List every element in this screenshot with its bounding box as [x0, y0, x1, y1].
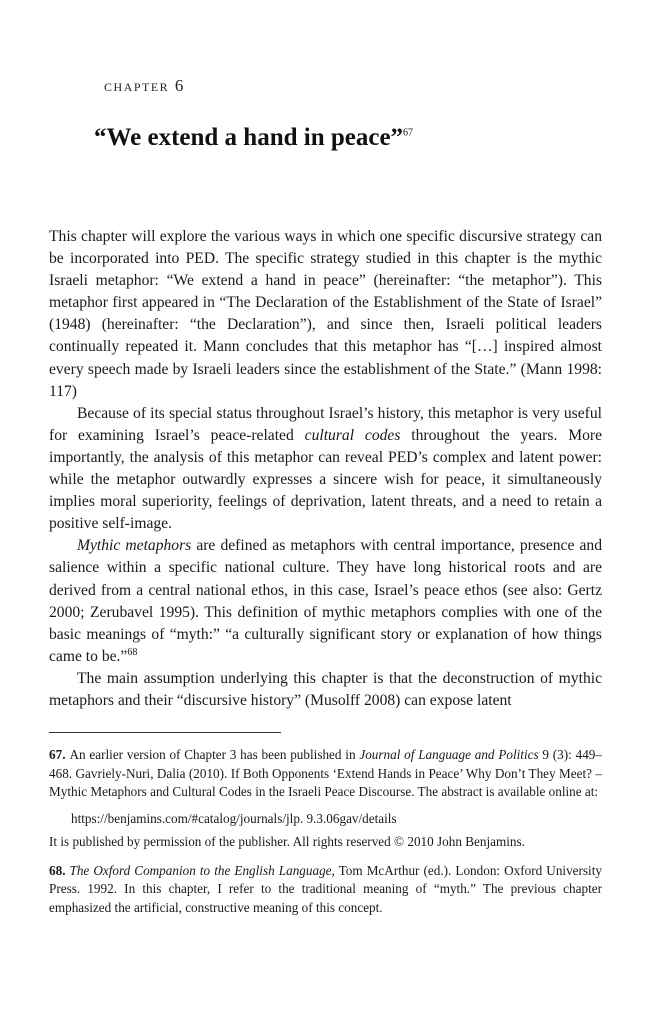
footnote-67-journal: Journal of Language and Politics — [359, 747, 539, 762]
paragraph-1: This chapter will explore the various ways in which one specific discursive strategy can be incorporated into PED. The specific strategy studied in this chapter is the mythic Israeli metaphor: “We extend a hand in peace” (hereinafter: “the metaphor”). This metaphor first appeared in “The Declaration of the Establishment of the State of Israel” (1948) (hereinafter: “the Declaration”), and since then, Israeli political leaders continually repeated it. Mann concludes that this metaphor has “[…] inspired almost every speech made by Israeli leaders since the establishment of the State.” (Mann 1998: 117) — [49, 228, 602, 400]
footnote-68-number: 68. — [49, 862, 66, 878]
footnote-67 — [49, 746, 602, 802]
paragraph-3-text: are defined as metaphors with central importance, presence and salience within a specific national culture. They have long historical roots and are derived from a central national ethos, in this case, Israel’s peace ethos (see also: Gertz 2000; Zerubavel 1995). This definition of mythic metaphors complies with one of the basic meanings of “myth:” “a culturally significant story or explanation of how things came to be.” — [49, 537, 602, 665]
chapter-label: chapter 6 — [104, 76, 185, 95]
footnote-67-url[interactable]: https://benjamins.com/#catalog/journals/jlp. 9.3.06gav/details — [71, 811, 397, 827]
footnote-divider — [49, 732, 281, 733]
chapter-title-text: “We extend a hand in peace” — [94, 124, 404, 151]
chapter-title — [94, 124, 413, 152]
paragraph-2 — [49, 403, 602, 536]
italic-mythic-metaphors: Mythic metaphors — [77, 537, 192, 555]
paragraph-2-text-b: throughout the years. More importantly, the analysis of this metaphor can reveal PED’s complex and latent power: while the metaphor outwardly expresses a sincere wish for peace, it simultaneously implies moral superiority, feelings of deprivation, latent threats, and a need to retain a positive self-image. — [49, 426, 603, 533]
paragraph-3 — [49, 535, 602, 668]
footnote-ref-68[interactable]: 68 — [127, 646, 138, 658]
body-text — [49, 226, 602, 712]
footnote-68 — [49, 862, 602, 918]
footnote-68-source: The Oxford Companion to the English Language — [69, 862, 332, 878]
footnotes — [49, 746, 602, 918]
footnote-ref-67[interactable]: 67 — [403, 127, 414, 139]
italic-cultural-codes: cultural codes — [304, 426, 401, 444]
footnote-67-text-a: An earlier version of Chapter 3 has been published in — [69, 747, 360, 762]
footnote-67-permission: It is published by permission of the publisher. All rights reserved © 2010 John Benjamins. — [49, 833, 525, 849]
paragraph-4: The main assumption underlying this chapter is that the deconstruction of mythic metaphors and their “discursive history” (Musolff 2008) can expose latent — [49, 669, 602, 709]
footnote-67-text-b: 9 (3): 449–468. Gavriely-Nuri, Dalia (2010). If Both Opponents ‘Extend Hands in Peace’ Why Don’t They Meet? – Mythic Metaphors and Cultural Codes in the Israeli Peace Discourse. The abstract is available online at: — [49, 747, 602, 800]
footnote-68-text: , Tom McArthur (ed.). London: Oxford University Press. 1992. In this chapter, I refer to the traditional meaning of “myth.” The previous chapter emphasized the artificial, constructive meaning of this concept. — [49, 862, 602, 915]
paragraph-2-text-a: Because of its special status throughout Israel’s history, this metaphor is very useful for examining Israel’s peace-related — [49, 404, 602, 444]
footnote-67-number: 67. — [49, 747, 66, 762]
